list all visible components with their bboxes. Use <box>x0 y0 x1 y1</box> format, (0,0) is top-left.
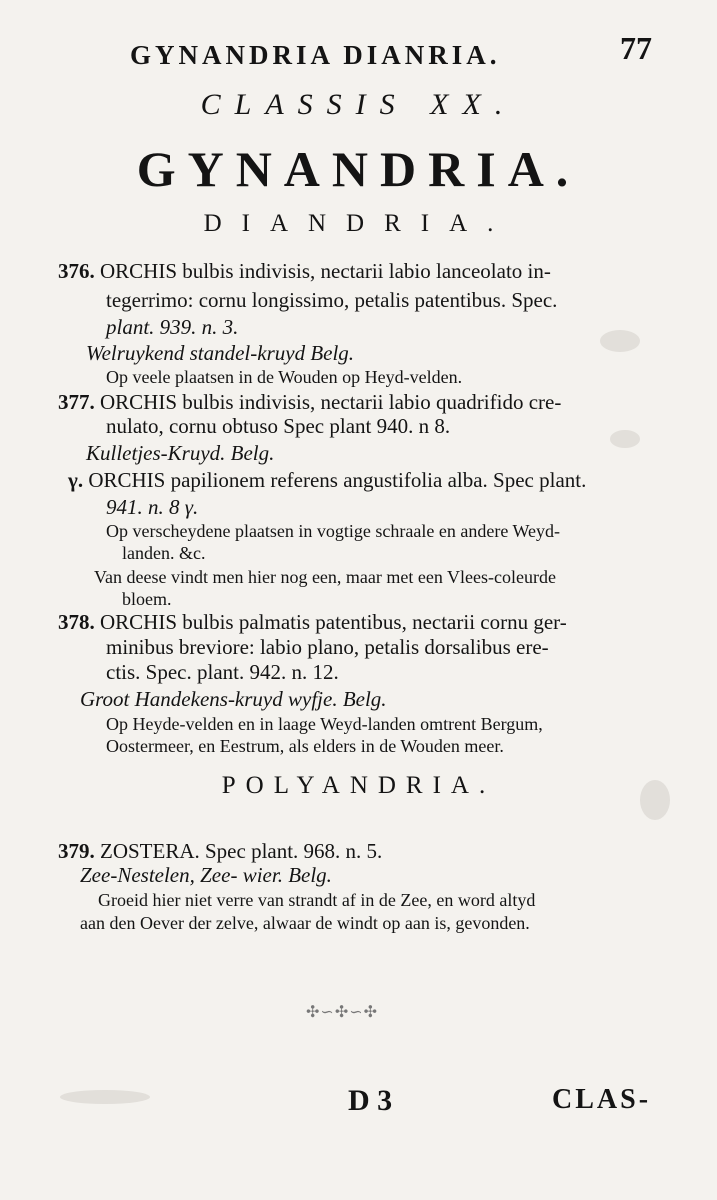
entry-number: γ. <box>68 468 84 492</box>
signature-mark: D 3 <box>348 1084 393 1117</box>
entry-379-dutch-name: Zee-Nestelen, Zee- wier. Belg. <box>80 863 332 887</box>
entry-379-locality-1: Groeid hier niet verre van strandt af in de Zee, en word altyd <box>98 890 536 910</box>
entry-number: 376. <box>58 259 95 283</box>
entry-377-line-1: 377. ORCHIS bulbis indivisis, nectarii labio quadrifido cre- <box>58 390 562 414</box>
class-heading: CLASSIS XX. <box>200 88 517 121</box>
catchword: CLAS- <box>552 1084 652 1115</box>
entry-number: 378. <box>58 610 95 634</box>
ornament: ✣∽✣∽✣ <box>306 1004 379 1021</box>
entry-378-locality-1: Op Heyde-velden en in laage Weyd-landen omtrent Bergum, <box>106 714 543 734</box>
entry-379-locality-2: aan den Oever der zelve, alwaar de windt op aan is, gevonden. <box>80 913 530 933</box>
entry-379-line-1: 379. ZOSTERA. Spec plant. 968. n. 5. <box>58 839 383 863</box>
entry-378-line-2: minibus breviore: labio plano, petalis dorsalibus ere- <box>106 635 549 659</box>
order-heading-diandria: DIANDRIA. <box>203 210 514 237</box>
entry-376-locality: Op veele plaatsen in de Wouden op Heyd-velden. <box>106 367 463 387</box>
entry-377-line-2: nulato, cornu obtuso Spec plant 940. n 8. <box>106 414 451 438</box>
class-title: GYNANDRIA. <box>136 141 581 197</box>
entry-378-dutch-name: Groot Handekens-kruyd wyfje. Belg. <box>80 687 387 711</box>
page-number: 77 <box>620 30 652 66</box>
entry-378-locality-2: Oostermeer, en Eestrum, als elders in de Wouden meer. <box>106 736 504 756</box>
entry-376-reference: plant. 939. n. 3. <box>106 315 239 339</box>
entry-gamma-reference: 941. n. 8 γ. <box>106 495 199 519</box>
entry-number: 377. <box>58 390 95 414</box>
entry-gamma-locality-2: landen. &c. <box>122 543 206 563</box>
entry-377-dutch-name: Kulletjes-Kruyd. Belg. <box>86 441 275 465</box>
entry-gamma-note-1: Van deese vindt men hier nog een, maar met een Vlees-coleurde <box>94 567 556 587</box>
entry-gamma-locality-1: Op verscheydene plaatsen in vogtige schraale en andere Weyd- <box>106 521 561 541</box>
entry-number: 379. <box>58 839 95 863</box>
entry-gamma-note-2: bloem. <box>122 589 172 609</box>
entry-376-line-2: tegerrimo: cornu longissimo, petalis patentibus. Spec. <box>106 288 558 312</box>
running-title: GYNANDRIA DIANRIA. <box>130 40 501 70</box>
entry-gamma-line-1: γ. ORCHIS papilionem referens angustifolia alba. Spec plant. <box>68 468 587 492</box>
entry-378-reference: ctis. Spec. plant. 942. n. 12. <box>106 660 339 684</box>
entry-376-line-1: 376. ORCHIS bulbis indivisis, nectarii labio lanceolato in- <box>58 259 551 283</box>
entry-378-line-1: 378. ORCHIS bulbis palmatis patentibus, nectarii cornu ger- <box>58 610 567 634</box>
order-heading-polyandria: POLYANDRIA. <box>221 772 496 799</box>
entry-376-dutch-name: Welruykend standel-kruyd Belg. <box>86 341 355 365</box>
